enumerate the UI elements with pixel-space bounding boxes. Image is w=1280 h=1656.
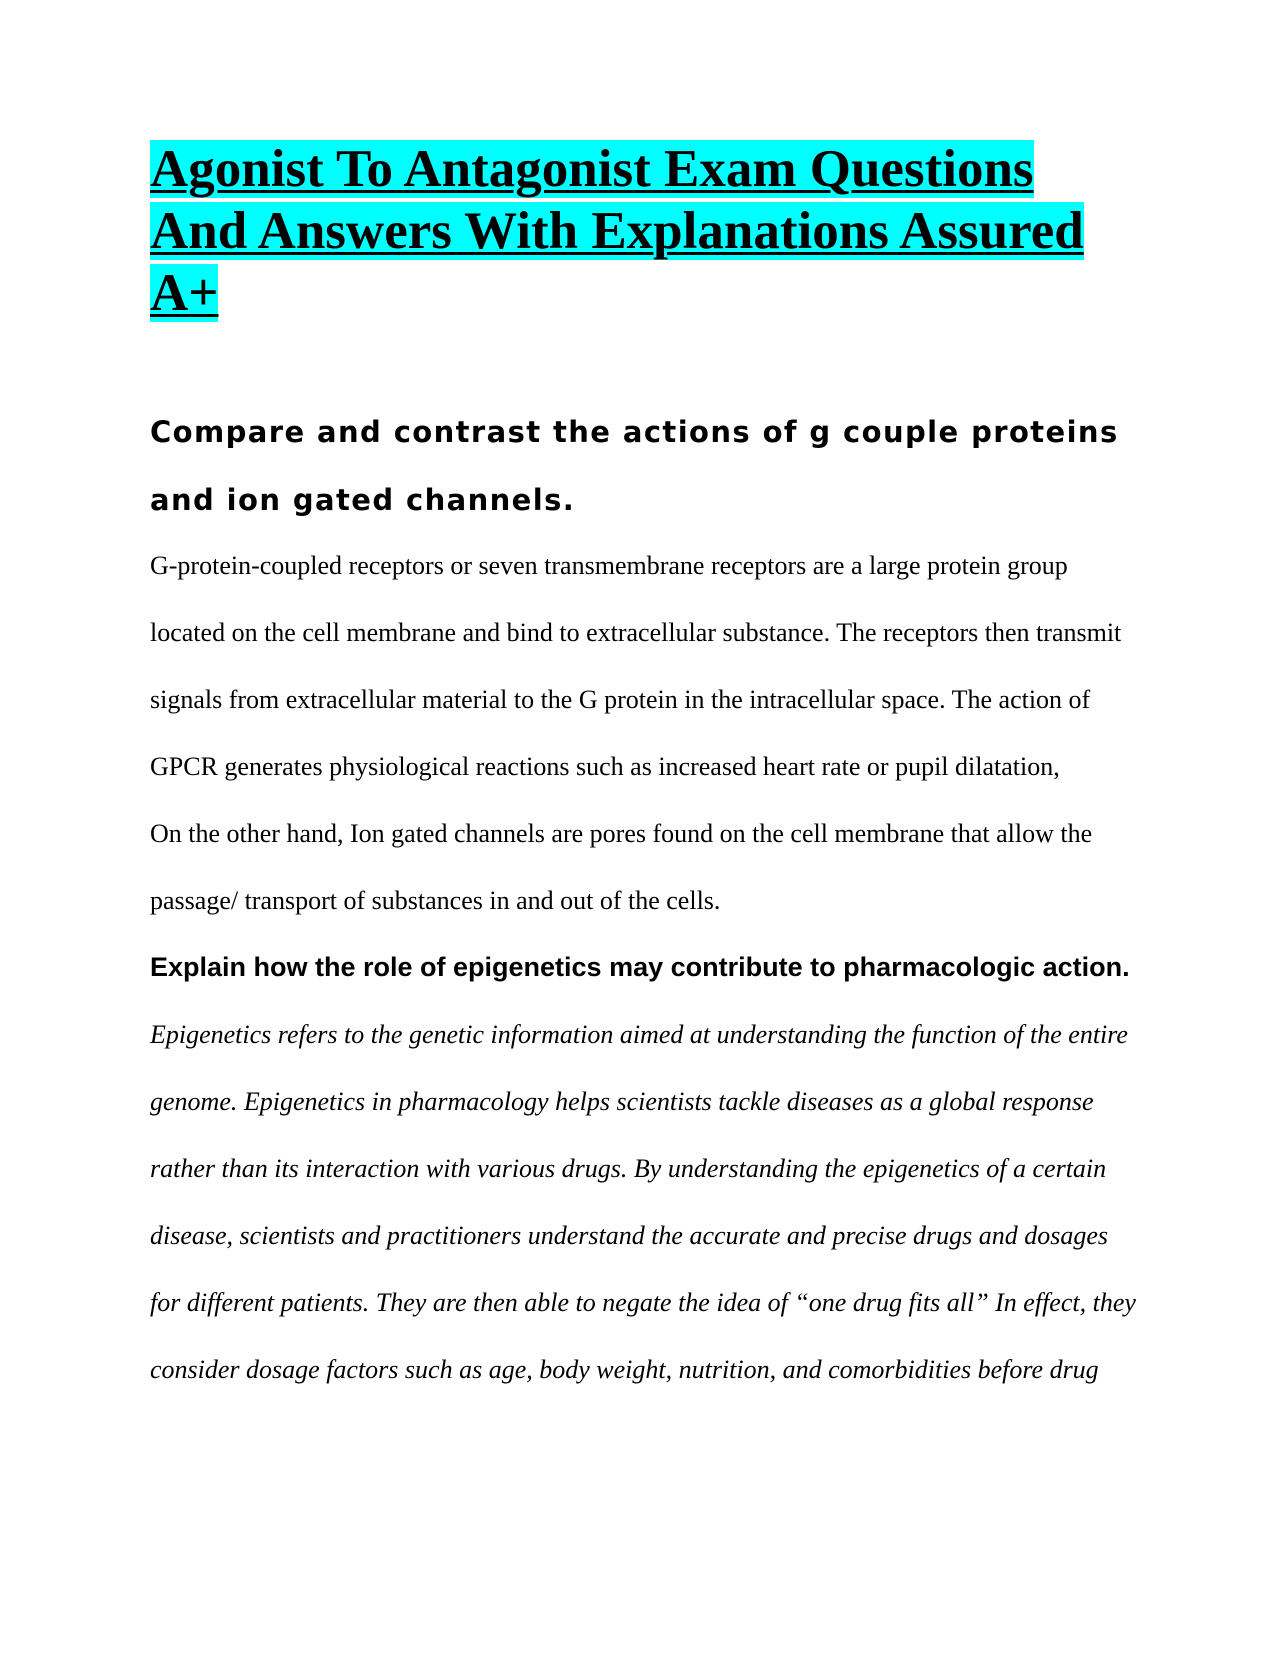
question-2-block <box>150 934 1140 1403</box>
question-2-heading: Explain how the role of epigenetics may contribute to pharmacologic action. <box>150 952 1130 982</box>
title-highlight: Agonist To Antagonist Exam Questions And Answers With Explanations Assured A+ <box>150 140 1084 322</box>
answer-2-text: Epigenetics refers to the genetic information aimed at understanding the function of the entire genome. Epigenetics in pharmacology helps scientists tackle diseases as a global response rather than its interaction with various drugs. By understanding the epigenetics of a certain disease, scientists and practitioners understand the accurate and precise drugs and dosages for different patients. They are then able to negate the idea of “one drug fits all” In effect, they consider dosage factors such as age, body weight, nutrition, and comorbidities before drug <box>150 1020 1136 1384</box>
document-title <box>150 138 1140 324</box>
question-1-heading: Compare and contrast the actions of g couple proteins and ion gated channels. <box>150 415 1119 517</box>
answer-1-paragraph-1: G-protein-coupled receptors or seven transmembrane receptors are a large protein group located on the cell membrane and bind to extracellular substance. The receptors then transmit signals from extracellular material to the G protein in the intracellular space. The action of GPCR generates physiological reactions such as increased heart rate or pupil dilatation, <box>150 551 1122 781</box>
answer-1-paragraph-2: On the other hand, Ion gated channels are pores found on the cell membrane that allow the passage/ transport of substances in and out of the cells. <box>150 819 1093 915</box>
document-page <box>150 138 1140 1403</box>
